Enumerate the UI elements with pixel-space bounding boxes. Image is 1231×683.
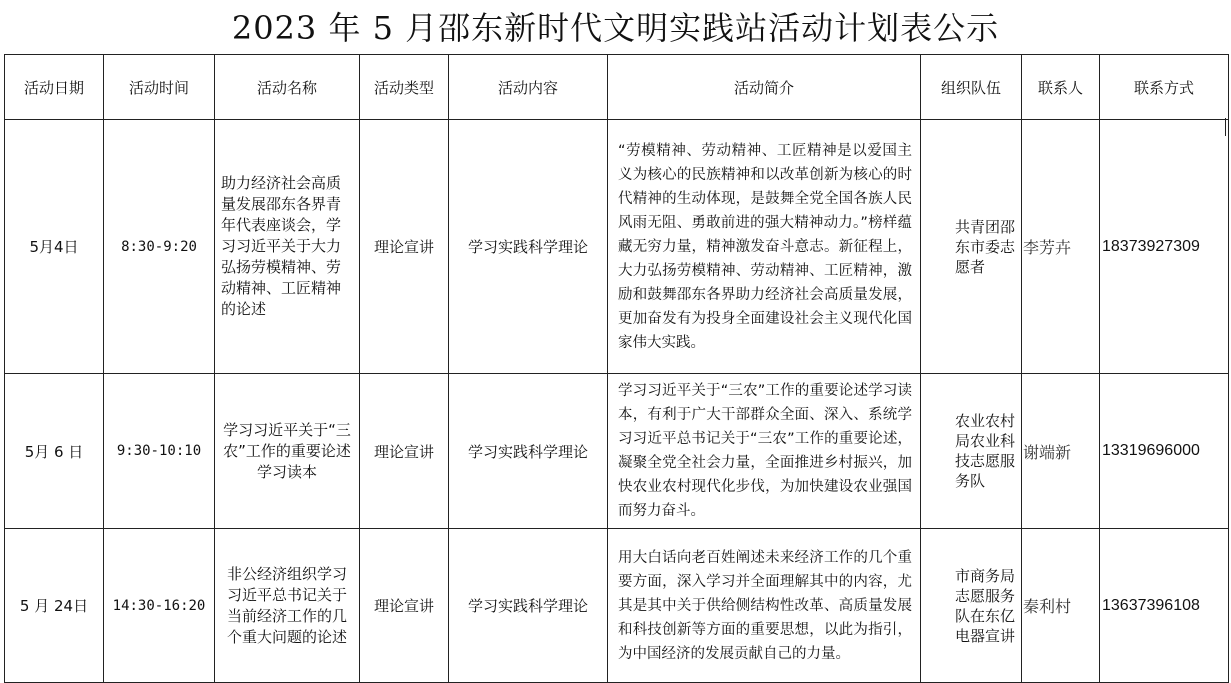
- cell-contact: 谢端新: [1022, 374, 1100, 529]
- cell-content: 学习实践科学理论: [449, 120, 608, 374]
- header-phone: 联系方式: [1100, 55, 1229, 120]
- cell-date: 5月 6 日: [5, 374, 104, 529]
- cell-type: 理论宣讲: [360, 120, 449, 374]
- table-row: [5, 529, 1229, 683]
- cell-intro: 学习习近平关于“三农”工作的重要论述学习读本，有利于广大干部群众全面、深入、系统学习习近平总书记关于“三农”工作的重要论述，凝聚全党全社会力量，全面推进乡村振兴，加快农业农村现代化步伐，为加快建设农业强国而努力奋斗。: [608, 374, 921, 529]
- cell-intro: “劳模精神、劳动精神、工匠精神是以爱国主义为核心的民族精神和以改革创新为核心的时代精神的生动体现，是鼓舞全党全国各族人民风雨无阻、勇敢前进的强大精神动力。”榜样蕴藏无穷力量，精神激发奋斗意志。新征程上，大力弘扬劳模精神、劳动精神、工匠精神，激励和鼓舞邵东各界助力经济社会高质量发展，更加奋发有为投身全面建设社会主义现代化国家伟大实践。: [608, 120, 921, 374]
- header-name: 活动名称: [215, 55, 360, 120]
- cell-team: 共青团邵东市委志愿者: [921, 120, 1022, 374]
- cell-name: 学习习近平关于“三农”工作的重要论述学习读本: [215, 374, 360, 529]
- header-content: 活动内容: [449, 55, 608, 120]
- table-row: [5, 120, 1229, 374]
- cell-time: 8:30-9:20: [104, 120, 215, 374]
- page-title: 2023 年 5 月邵东新时代文明实践站活动计划表公示: [231, 9, 1000, 47]
- header-intro: 活动简介: [608, 55, 921, 120]
- cell-content: 学习实践科学理论: [449, 374, 608, 529]
- table-header-row: [5, 55, 1229, 120]
- cell-contact: 李芳卉: [1022, 120, 1100, 374]
- header-team: 组织队伍: [921, 55, 1022, 120]
- cell-phone: 18373927309: [1100, 120, 1229, 374]
- header-contact: 联系人: [1022, 55, 1100, 120]
- cell-name: 非公经济组织学习习近平总书记关于当前经济工作的几个重大问题的论述: [215, 529, 360, 683]
- header-date: 活动日期: [5, 55, 104, 120]
- activity-plan-table: [4, 54, 1229, 683]
- cell-phone: 13637396108: [1100, 529, 1229, 683]
- cell-content: 学习实践科学理论: [449, 529, 608, 683]
- cell-type: 理论宣讲: [360, 374, 449, 529]
- cell-time: 9:30-10:10: [104, 374, 215, 529]
- cell-type: 理论宣讲: [360, 529, 449, 683]
- cell-team: 市商务局志愿服务队在东亿电器宣讲: [921, 529, 1022, 683]
- cell-date: 5 月 24日: [5, 529, 104, 683]
- cell-phone: 13319696000: [1100, 374, 1229, 529]
- cell-date: 5月4日: [5, 120, 104, 374]
- text-cursor: [1225, 118, 1226, 136]
- cell-name: 助力经济社会高质量发展邵东各界青年代表座谈会，学习习近平关于大力弘扬劳模精神、劳动精神、工匠精神的论述: [215, 120, 360, 374]
- cell-contact: 秦利村: [1022, 529, 1100, 683]
- header-time: 活动时间: [104, 55, 215, 120]
- header-type: 活动类型: [360, 55, 449, 120]
- cell-team: 农业农村局农业科技志愿服务队: [921, 374, 1022, 529]
- cell-intro: 用大白话向老百姓阐述未来经济工作的几个重要方面，深入学习并全面理解其中的内容，尤其是其中关于供给侧结构性改革、高质量发展和科技创新等方面的重要思想，以此为指引，为中国经济的发展贡献自己的力量。: [608, 529, 921, 683]
- table-row: [5, 374, 1229, 529]
- cell-time: 14:30-16:20: [104, 529, 215, 683]
